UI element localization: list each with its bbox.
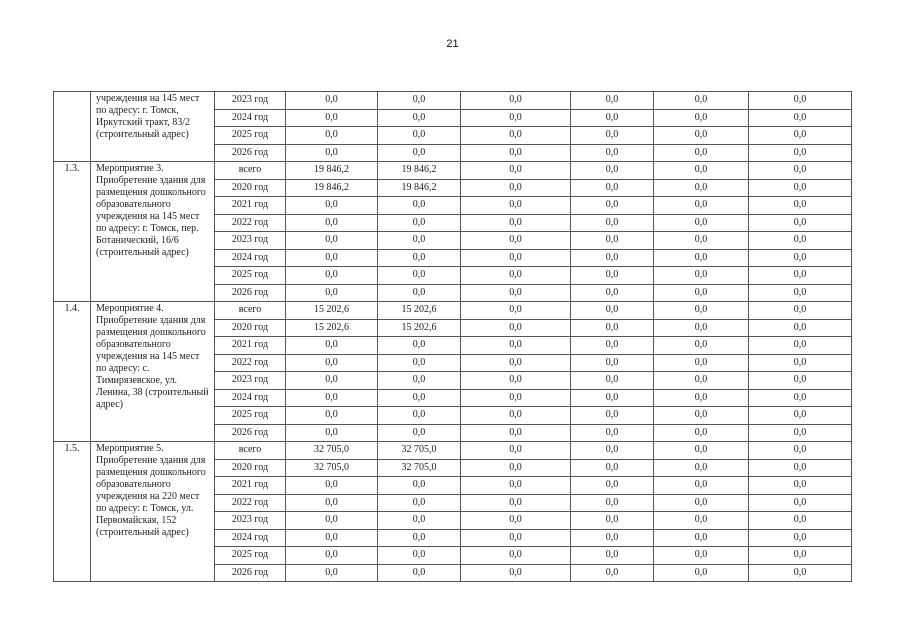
- amount-cell: 0,0: [654, 512, 749, 530]
- amount-cell: 0,0: [378, 249, 461, 267]
- amount-cell: 0,0: [654, 547, 749, 565]
- section-code-cell: 1.3.: [54, 162, 91, 302]
- amount-cell: 0,0: [571, 214, 654, 232]
- amount-cell: 0,0: [654, 564, 749, 582]
- amount-cell: 0,0: [571, 407, 654, 425]
- amount-cell: 19 846,2: [286, 162, 378, 180]
- amount-cell: 0,0: [571, 267, 654, 285]
- amount-cell: 19 846,2: [286, 179, 378, 197]
- amount-cell: 0,0: [654, 144, 749, 162]
- amount-cell: 0,0: [286, 337, 378, 355]
- amount-cell: 0,0: [286, 477, 378, 495]
- amount-cell: 0,0: [571, 179, 654, 197]
- amount-cell: 0,0: [749, 144, 852, 162]
- amount-cell: 0,0: [286, 372, 378, 390]
- amount-cell: 0,0: [749, 319, 852, 337]
- amount-cell: 0,0: [654, 319, 749, 337]
- table-row: [54, 162, 852, 180]
- period-cell: 2023 год: [215, 372, 286, 390]
- amount-cell: 0,0: [749, 512, 852, 530]
- amount-cell: 0,0: [749, 337, 852, 355]
- amount-cell: 0,0: [749, 372, 852, 390]
- amount-cell: 0,0: [461, 442, 571, 460]
- amount-cell: 0,0: [378, 144, 461, 162]
- amount-cell: 0,0: [654, 179, 749, 197]
- amount-cell: 0,0: [286, 529, 378, 547]
- amount-cell: 0,0: [461, 92, 571, 110]
- period-cell: 2020 год: [215, 459, 286, 477]
- amount-cell: 0,0: [749, 389, 852, 407]
- amount-cell: 0,0: [461, 529, 571, 547]
- amount-cell: 0,0: [654, 477, 749, 495]
- amount-cell: 0,0: [286, 144, 378, 162]
- section-description-cell: учреждения на 145 мест по адресу: г. Томск, Иркутский тракт, 83/2 (строительный адрес): [91, 92, 215, 162]
- amount-cell: 0,0: [571, 319, 654, 337]
- amount-cell: 0,0: [654, 249, 749, 267]
- amount-cell: 0,0: [286, 389, 378, 407]
- amount-cell: 0,0: [654, 494, 749, 512]
- amount-cell: 0,0: [571, 354, 654, 372]
- period-cell: 2026 год: [215, 284, 286, 302]
- period-cell: 2021 год: [215, 337, 286, 355]
- amount-cell: 0,0: [461, 564, 571, 582]
- period-cell: 2022 год: [215, 494, 286, 512]
- amount-cell: 15 202,6: [378, 302, 461, 320]
- amount-cell: 19 846,2: [378, 179, 461, 197]
- amount-cell: 0,0: [461, 144, 571, 162]
- amount-cell: 0,0: [571, 372, 654, 390]
- amount-cell: 32 705,0: [378, 459, 461, 477]
- amount-cell: 0,0: [461, 232, 571, 250]
- amount-cell: 0,0: [286, 249, 378, 267]
- period-cell: 2022 год: [215, 354, 286, 372]
- period-cell: 2026 год: [215, 144, 286, 162]
- amount-cell: 0,0: [378, 407, 461, 425]
- amount-cell: 0,0: [286, 109, 378, 127]
- amount-cell: 0,0: [286, 267, 378, 285]
- period-cell: 2025 год: [215, 407, 286, 425]
- amount-cell: 0,0: [654, 267, 749, 285]
- amount-cell: 0,0: [286, 494, 378, 512]
- section-description-cell: Мероприятие 4. Приобретение здания для размещения дошкольного образовательного учреждения на 145 мест по адресу: с. Тимирязевское, ул. Ленина, 38 (строительный адрес): [91, 302, 215, 442]
- amount-cell: 0,0: [571, 144, 654, 162]
- amount-cell: 0,0: [461, 284, 571, 302]
- amount-cell: 0,0: [749, 197, 852, 215]
- amount-cell: 0,0: [749, 232, 852, 250]
- amount-cell: 0,0: [749, 127, 852, 145]
- amount-cell: 0,0: [461, 267, 571, 285]
- amount-cell: 0,0: [378, 337, 461, 355]
- amount-cell: 0,0: [654, 284, 749, 302]
- amount-cell: 0,0: [461, 337, 571, 355]
- period-cell: 2020 год: [215, 179, 286, 197]
- amount-cell: 0,0: [378, 564, 461, 582]
- amount-cell: 0,0: [571, 162, 654, 180]
- amount-cell: 0,0: [654, 302, 749, 320]
- period-cell: 2024 год: [215, 529, 286, 547]
- amount-cell: 0,0: [286, 197, 378, 215]
- amount-cell: 0,0: [749, 162, 852, 180]
- period-cell: 2025 год: [215, 127, 286, 145]
- amount-cell: 0,0: [749, 494, 852, 512]
- amount-cell: 0,0: [378, 109, 461, 127]
- amount-cell: 0,0: [749, 459, 852, 477]
- amount-cell: 0,0: [749, 109, 852, 127]
- amount-cell: 15 202,6: [286, 319, 378, 337]
- section-code-cell: [54, 92, 91, 162]
- amount-cell: 0,0: [286, 214, 378, 232]
- section-code-cell: 1.4.: [54, 302, 91, 442]
- amount-cell: 0,0: [749, 477, 852, 495]
- section-description-cell: Мероприятие 3. Приобретение здания для размещения дошкольного образовательного учреждения на 145 мест по адресу: г. Томск, пер. Ботанический, 16/6 (строительный адрес): [91, 162, 215, 302]
- amount-cell: 0,0: [461, 477, 571, 495]
- amount-cell: 0,0: [571, 529, 654, 547]
- table-body: [54, 92, 852, 582]
- amount-cell: 0,0: [461, 512, 571, 530]
- amount-cell: 0,0: [461, 249, 571, 267]
- period-cell: всего: [215, 162, 286, 180]
- amount-cell: 0,0: [749, 267, 852, 285]
- amount-cell: 0,0: [461, 424, 571, 442]
- amount-cell: 0,0: [571, 459, 654, 477]
- amount-cell: 0,0: [571, 249, 654, 267]
- amount-cell: 0,0: [749, 249, 852, 267]
- amount-cell: 0,0: [378, 214, 461, 232]
- amount-cell: 0,0: [571, 512, 654, 530]
- amount-cell: 0,0: [286, 127, 378, 145]
- amount-cell: 0,0: [461, 494, 571, 512]
- amount-cell: 0,0: [571, 109, 654, 127]
- amount-cell: 0,0: [654, 354, 749, 372]
- period-cell: 2024 год: [215, 389, 286, 407]
- amount-cell: 0,0: [461, 407, 571, 425]
- amount-cell: 0,0: [571, 389, 654, 407]
- amount-cell: 0,0: [571, 477, 654, 495]
- amount-cell: 0,0: [571, 197, 654, 215]
- period-cell: 2024 год: [215, 249, 286, 267]
- amount-cell: 0,0: [286, 92, 378, 110]
- amount-cell: 0,0: [571, 127, 654, 145]
- amount-cell: 0,0: [461, 302, 571, 320]
- period-cell: 2026 год: [215, 424, 286, 442]
- period-cell: 2025 год: [215, 267, 286, 285]
- amount-cell: 0,0: [461, 319, 571, 337]
- period-cell: 2023 год: [215, 92, 286, 110]
- amount-cell: 0,0: [286, 547, 378, 565]
- amount-cell: 0,0: [749, 424, 852, 442]
- amount-cell: 0,0: [378, 284, 461, 302]
- amount-cell: 0,0: [286, 512, 378, 530]
- amount-cell: 0,0: [571, 564, 654, 582]
- amount-cell: 0,0: [749, 214, 852, 232]
- amount-cell: 0,0: [378, 424, 461, 442]
- period-cell: 2026 год: [215, 564, 286, 582]
- amount-cell: 0,0: [378, 389, 461, 407]
- amount-cell: 0,0: [749, 547, 852, 565]
- amount-cell: 0,0: [571, 424, 654, 442]
- period-cell: 2024 год: [215, 109, 286, 127]
- amount-cell: 0,0: [378, 127, 461, 145]
- amount-cell: 0,0: [571, 92, 654, 110]
- period-cell: всего: [215, 442, 286, 460]
- table-row: [54, 302, 852, 320]
- page-number: 21: [446, 38, 459, 50]
- amount-cell: 32 705,0: [286, 442, 378, 460]
- amount-cell: 32 705,0: [378, 442, 461, 460]
- amount-cell: 0,0: [654, 529, 749, 547]
- amount-cell: 0,0: [749, 529, 852, 547]
- period-cell: 2020 год: [215, 319, 286, 337]
- amount-cell: 0,0: [654, 442, 749, 460]
- budget-table: [53, 91, 852, 582]
- amount-cell: 32 705,0: [286, 459, 378, 477]
- amount-cell: 0,0: [654, 372, 749, 390]
- section-description-cell: Мероприятие 5. Приобретение здания для размещения дошкольного образовательного учреждения на 220 мест по адресу: г. Томск, ул. Первомайская, 152 (строительный адрес): [91, 442, 215, 582]
- amount-cell: 0,0: [654, 197, 749, 215]
- amount-cell: 15 202,6: [286, 302, 378, 320]
- amount-cell: 0,0: [571, 547, 654, 565]
- amount-cell: 0,0: [749, 407, 852, 425]
- amount-cell: 0,0: [378, 529, 461, 547]
- period-cell: 2021 год: [215, 197, 286, 215]
- amount-cell: 0,0: [571, 442, 654, 460]
- amount-cell: 15 202,6: [378, 319, 461, 337]
- amount-cell: 0,0: [378, 354, 461, 372]
- amount-cell: 0,0: [461, 162, 571, 180]
- amount-cell: 0,0: [654, 214, 749, 232]
- amount-cell: 0,0: [654, 232, 749, 250]
- amount-cell: 0,0: [571, 284, 654, 302]
- table-row: [54, 442, 852, 460]
- amount-cell: 0,0: [461, 372, 571, 390]
- amount-cell: 0,0: [378, 92, 461, 110]
- amount-cell: 0,0: [654, 389, 749, 407]
- amount-cell: 0,0: [378, 477, 461, 495]
- table-row: [54, 92, 852, 110]
- period-cell: 2023 год: [215, 232, 286, 250]
- amount-cell: 0,0: [378, 267, 461, 285]
- amount-cell: 0,0: [286, 407, 378, 425]
- amount-cell: 0,0: [571, 337, 654, 355]
- amount-cell: 0,0: [286, 564, 378, 582]
- period-cell: 2025 год: [215, 547, 286, 565]
- period-cell: 2021 год: [215, 477, 286, 495]
- amount-cell: 0,0: [461, 354, 571, 372]
- period-cell: 2022 год: [215, 214, 286, 232]
- amount-cell: 0,0: [461, 127, 571, 145]
- period-cell: всего: [215, 302, 286, 320]
- amount-cell: 0,0: [461, 197, 571, 215]
- amount-cell: 0,0: [749, 179, 852, 197]
- amount-cell: 0,0: [461, 389, 571, 407]
- amount-cell: 0,0: [654, 459, 749, 477]
- amount-cell: 0,0: [286, 232, 378, 250]
- amount-cell: 0,0: [461, 109, 571, 127]
- amount-cell: 0,0: [654, 424, 749, 442]
- amount-cell: 0,0: [378, 512, 461, 530]
- amount-cell: 0,0: [461, 459, 571, 477]
- amount-cell: 0,0: [378, 372, 461, 390]
- amount-cell: 0,0: [461, 179, 571, 197]
- amount-cell: 0,0: [749, 284, 852, 302]
- amount-cell: 0,0: [461, 547, 571, 565]
- amount-cell: 0,0: [571, 302, 654, 320]
- amount-cell: 0,0: [654, 92, 749, 110]
- amount-cell: 0,0: [378, 197, 461, 215]
- amount-cell: 0,0: [749, 354, 852, 372]
- amount-cell: 0,0: [286, 424, 378, 442]
- amount-cell: 0,0: [654, 407, 749, 425]
- period-cell: 2023 год: [215, 512, 286, 530]
- amount-cell: 0,0: [654, 162, 749, 180]
- amount-cell: 0,0: [749, 302, 852, 320]
- amount-cell: 0,0: [749, 564, 852, 582]
- amount-cell: 0,0: [749, 442, 852, 460]
- amount-cell: 0,0: [378, 232, 461, 250]
- amount-cell: 0,0: [749, 92, 852, 110]
- amount-cell: 19 846,2: [378, 162, 461, 180]
- amount-cell: 0,0: [571, 232, 654, 250]
- amount-cell: 0,0: [654, 337, 749, 355]
- amount-cell: 0,0: [654, 127, 749, 145]
- amount-cell: 0,0: [286, 284, 378, 302]
- amount-cell: 0,0: [378, 494, 461, 512]
- amount-cell: 0,0: [571, 494, 654, 512]
- amount-cell: 0,0: [461, 214, 571, 232]
- amount-cell: 0,0: [654, 109, 749, 127]
- amount-cell: 0,0: [378, 547, 461, 565]
- amount-cell: 0,0: [286, 354, 378, 372]
- section-code-cell: 1.5.: [54, 442, 91, 582]
